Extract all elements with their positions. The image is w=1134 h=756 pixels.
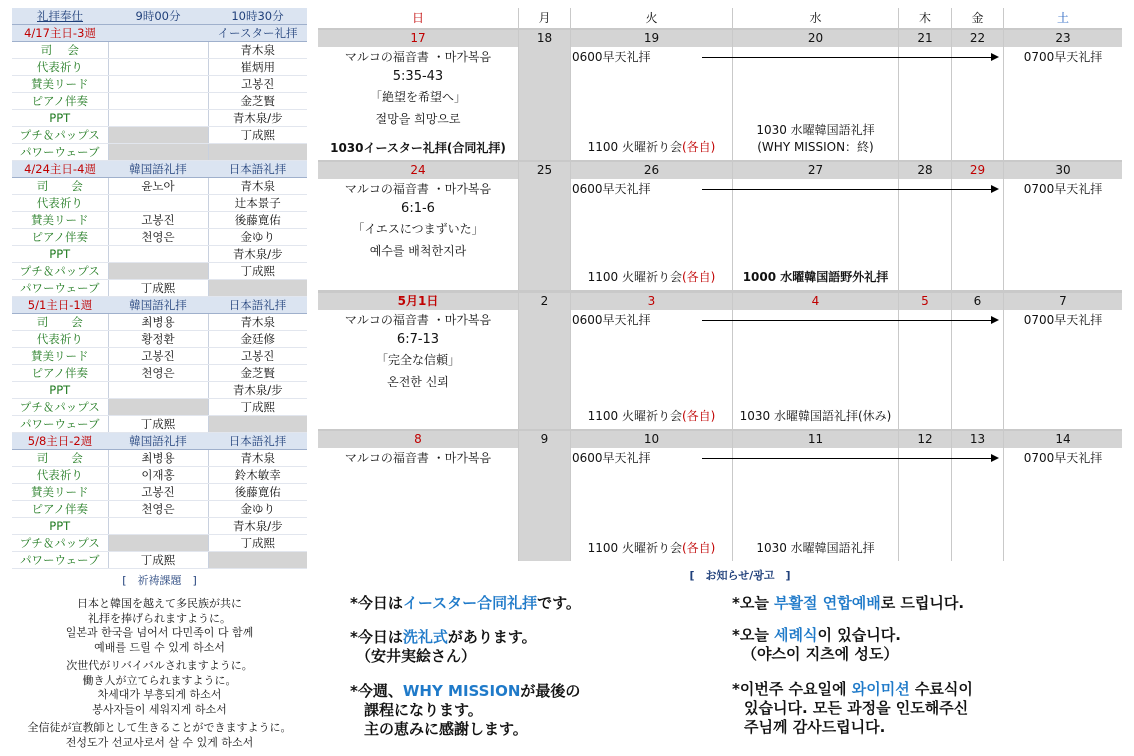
wednesday-service-note: (WHY MISSION：終) [757, 140, 874, 154]
roster-cell-col3: 後藤寛佑 [208, 212, 307, 229]
notice-kr-baptism: *오늘 세례식이 있습니다. （야스이 지츠에 성도） [732, 626, 901, 663]
prayer-line: 차세대가 부흥되게 하소서 [97, 688, 222, 701]
calendar-day-cell [899, 179, 951, 290]
roster-cell-col3: 鈴木敏幸 [208, 467, 307, 484]
roster-cell-col3: 青木泉 [208, 42, 307, 59]
roster-week-col2 [108, 25, 208, 42]
calendar-day-cell [899, 448, 951, 561]
prayer-line: 働き人が立てられますように。 [82, 673, 237, 687]
calendar-day-number: 8 [318, 431, 518, 448]
notice-jp-baptism: *今日は洗礼式があります。 （安井実絵さん） [350, 628, 537, 665]
roster-row [12, 450, 307, 467]
sunday-service-event: 1030イースター礼拝(合同礼拝) [330, 141, 506, 155]
arrow-icon [991, 454, 999, 462]
roster-role: 司 会 [12, 178, 108, 195]
roster-header-service: 礼拝奉仕 [12, 8, 108, 25]
roster-role: 賛美リード [12, 348, 108, 365]
roster-cell-col2: 고봉진 [108, 212, 208, 229]
roster-cell-col2 [108, 59, 208, 76]
calendar-week [318, 431, 1122, 561]
roster-role: ピアノ伴奏 [12, 501, 108, 518]
roster-row [12, 212, 307, 229]
calendar-day-number: 24 [318, 162, 518, 179]
roster-row [12, 331, 307, 348]
roster-header-row [12, 8, 307, 25]
prayer-line: 전성도가 선교사로서 살 수 있게 하소서 [65, 735, 254, 749]
roster-role: パワーウェーブ [12, 552, 108, 569]
roster-cell-col3: 丁成熙 [208, 535, 307, 552]
sunday-sermon-line: マルコの福音書 ・마가복음 [344, 313, 492, 327]
roster-row [12, 535, 307, 552]
calendar-day-number: 28 [899, 162, 951, 179]
sunday-sermon-line: 「完全な信頼」 [375, 353, 460, 367]
calendar-day-number: 5 [899, 293, 951, 310]
roster-role: プチ＆パップス [12, 399, 108, 416]
roster-cell-col2 [108, 246, 208, 263]
calendar-day-number: 20 [733, 30, 898, 47]
roster-week-col3: 日本語礼拝 [208, 433, 307, 450]
roster-cell-col2 [108, 127, 208, 144]
roster-row [12, 314, 307, 331]
roster-week-title: 4/24主日-4週 [12, 161, 108, 178]
roster-role: 賛美リード [12, 212, 108, 229]
roster-cell-col3: 崔炳用 [208, 59, 307, 76]
saturday-prayer-event: 0700早天礼拝 [1023, 50, 1103, 64]
calendar-day-number: 7 [1004, 293, 1122, 310]
roster-role: ピアノ伴奏 [12, 365, 108, 382]
roster-role: PPT [12, 382, 108, 399]
sunday-sermon-line: マルコの福音書 ・마가복음 [344, 182, 492, 196]
roster-cell-col3: 青木泉 [208, 450, 307, 467]
roster-cell-col2 [108, 42, 208, 59]
roster-week-header [12, 161, 307, 178]
roster-role: 賛美リード [12, 484, 108, 501]
roster-cell-col2 [108, 263, 208, 280]
sunday-sermon-line: 6:1-6 [401, 201, 435, 216]
calendar-day-header: 土 [1004, 8, 1122, 28]
calendar-day-header: 木 [899, 8, 951, 28]
roster-role: 代表祈り [12, 195, 108, 212]
roster-cell-col2: 고봉진 [108, 484, 208, 501]
saturday-prayer-event: 0700早天礼拝 [1023, 451, 1103, 465]
roster-cell-col3: 青木泉 [208, 178, 307, 195]
roster-week-title: 4/17主日-3週 [12, 25, 108, 42]
roster-role: プチ＆パップス [12, 535, 108, 552]
roster-week-col2: 韓国語礼拝 [108, 433, 208, 450]
roster-row [12, 518, 307, 535]
calendar-day-number: 5月1日 [318, 293, 518, 310]
calendar-day-number: 27 [733, 162, 898, 179]
roster-cell-col3: 青木泉 [208, 314, 307, 331]
tuesday-prayer-note: (各自) [681, 541, 716, 555]
roster-cell-col3: 金廷修 [208, 331, 307, 348]
roster-row [12, 144, 307, 161]
sunday-sermon-line: マルコの福音書 ・마가복음 [344, 451, 492, 465]
notice-jp-easter: *今日はイースター合同礼拝です。 [350, 594, 581, 612]
roster-row [12, 348, 307, 365]
sunday-sermon-line: 온전한 신뢰 [387, 375, 449, 389]
calendar-day-cell [519, 448, 570, 561]
roster-cell-col2: 천영은 [108, 501, 208, 518]
notice-section-title: [ お知らせ/광고 ] [689, 569, 791, 582]
roster-cell-col3: 고봉진 [208, 76, 307, 93]
roster-row [12, 552, 307, 569]
roster-cell-col3: 丁成熙 [208, 263, 307, 280]
roster-role: 代表祈り [12, 59, 108, 76]
roster-row [12, 195, 307, 212]
calendar-day-number: 11 [733, 431, 898, 448]
arrow-icon [991, 53, 999, 61]
calendar-day-number: 25 [519, 162, 570, 179]
roster-week-col3: イースター礼拝 [208, 25, 307, 42]
tuesday-prayer-meeting [571, 408, 732, 424]
calendar-day-cell [899, 310, 951, 429]
prayer-line: 봉사자들이 세워지게 하소서 [92, 702, 227, 716]
tuesday-prayer-note: (各自) [681, 270, 716, 284]
roster-role: パワーウェーブ [12, 280, 108, 297]
calendar-day-number: 29 [952, 162, 1003, 179]
roster-role: PPT [12, 518, 108, 535]
roster-row [12, 127, 307, 144]
tuesday-prayer-label: 1100 火曜祈り会 [587, 409, 682, 423]
wednesday-service-event: 1030 水曜韓国語礼拝(休み) [739, 409, 892, 423]
calendar-day-number: 3 [571, 293, 732, 310]
roster-cell-col2 [108, 76, 208, 93]
roster-row [12, 110, 307, 127]
roster-cell-col2 [108, 195, 208, 212]
roster-row [12, 365, 307, 382]
roster-week-col2: 韓国語礼拝 [108, 297, 208, 314]
roster-role: 司 会 [12, 42, 108, 59]
roster-role: 賛美リード [12, 76, 108, 93]
roster-cell-col3: 青木泉/步 [208, 518, 307, 535]
sunday-sermon-line: 6:7-13 [396, 332, 440, 347]
roster-cell-col3: 金芝賢 [208, 365, 307, 382]
prayer-list [12, 597, 307, 750]
calendar-day-header: 日 [318, 8, 518, 28]
roster-cell-col3 [208, 552, 307, 569]
roster-cell-col2: 丁成熙 [108, 280, 208, 297]
roster-row [12, 263, 307, 280]
roster-row [12, 280, 307, 297]
calendar-day-number: 12 [899, 431, 951, 448]
arrow-icon [991, 316, 999, 324]
roster-row [12, 76, 307, 93]
arrow-line [702, 57, 991, 58]
wednesday-service-event: 1030 水曜韓国語礼拝 [756, 541, 875, 555]
roster-cell-col3: 青木泉/步 [208, 246, 307, 263]
roster-week-header [12, 297, 307, 314]
calendar-day-number: 21 [899, 30, 951, 47]
calendar-day-header: 金 [952, 8, 1003, 28]
roster-role: PPT [12, 246, 108, 263]
roster-row [12, 416, 307, 433]
roster-row [12, 229, 307, 246]
early-prayer-event: 0600早天礼拝 [572, 182, 651, 196]
prayer-line: 日本と韓国を越えて多民族が共に [77, 597, 242, 610]
calendar-day-number: 4 [733, 293, 898, 310]
sunday-sermon-line: 「絶望を希望へ」 [369, 90, 466, 104]
tuesday-prayer-label: 1100 火曜祈り会 [587, 541, 682, 555]
roster-cell-col3: 丁成熙 [208, 399, 307, 416]
calendar-day-number: 19 [571, 30, 732, 47]
roster-week-col3: 日本語礼拝 [208, 161, 307, 178]
roster-week-title: 5/1主日-1週 [12, 297, 108, 314]
calendar-day-cell [952, 310, 1003, 429]
service-roster-table [12, 8, 307, 569]
roster-cell-col2: 최병용 [108, 314, 208, 331]
saturday-prayer-event: 0700早天礼拝 [1023, 182, 1103, 196]
roster-row [12, 382, 307, 399]
roster-cell-col3: 辻本景子 [208, 195, 307, 212]
sunday-sermon-line: 5:35-43 [392, 69, 444, 84]
roster-cell-col2: 丁成熙 [108, 552, 208, 569]
prayer-line: 예배를 드릴 수 있게 하소서 [94, 640, 225, 654]
roster-week-header [12, 25, 307, 42]
roster-header-time1: 9時00分 [108, 8, 208, 25]
roster-cell-col3: 金ゆり [208, 501, 307, 518]
roster-cell-col2: 丁成熙 [108, 416, 208, 433]
calendar-day-header: 月 [519, 8, 570, 28]
roster-cell-col2 [108, 93, 208, 110]
roster-cell-col3: 丁成熙 [208, 127, 307, 144]
arrow-line [702, 458, 991, 459]
arrow-line [702, 189, 991, 190]
roster-role: プチ＆パップス [12, 127, 108, 144]
sunday-sermon-line: マルコの福音書 ・마가복음 [344, 50, 492, 64]
tuesday-prayer-label: 1100 火曜祈り会 [587, 270, 682, 284]
notice-kr-mission: *이번주 수요일에 와이미션 수료식이 있습니다. 모든 과정을 인도해주신 주님께 감사드립니다. [732, 680, 973, 736]
early-prayer-event: 0600早天礼拝 [572, 50, 651, 64]
calendar-day-cell [519, 179, 570, 290]
roster-cell-col2 [108, 399, 208, 416]
weekly-calendar [318, 8, 1122, 561]
calendar-day-cell [519, 310, 570, 429]
roster-role: ピアノ伴奏 [12, 229, 108, 246]
early-prayer-event: 0600早天礼拝 [572, 451, 651, 465]
prayer-line: 礼拝を捧げられますように。 [88, 611, 231, 625]
roster-cell-col3: 金ゆり [208, 229, 307, 246]
roster-role: パワーウェーブ [12, 416, 108, 433]
roster-cell-col3: 金芝賢 [208, 93, 307, 110]
tuesday-prayer-label: 1100 火曜祈り会 [587, 140, 682, 154]
roster-row [12, 59, 307, 76]
notice-jp-mission: *今週、WHY MISSIONが最後の 課程になります。 主の恵みに感謝します。 [350, 682, 581, 738]
roster-cell-col3: 青木泉/步 [208, 110, 307, 127]
notice-kr-easter: *오늘 부활절 연합예배로 드립니다. [732, 594, 965, 612]
roster-row [12, 501, 307, 518]
roster-cell-col2 [108, 382, 208, 399]
calendar-week [318, 293, 1122, 429]
sunday-sermon-line: 「イエスにつまずいた」 [352, 222, 484, 236]
roster-cell-col2 [108, 518, 208, 535]
roster-role: 司 会 [12, 314, 108, 331]
calendar-day-number: 13 [952, 431, 1003, 448]
roster-cell-col3: 고봉진 [208, 348, 307, 365]
calendar-day-number: 9 [519, 431, 570, 448]
roster-cell-col2: 이재홍 [108, 467, 208, 484]
roster-role: 代表祈り [12, 331, 108, 348]
roster-row [12, 399, 307, 416]
calendar-day-number: 26 [571, 162, 732, 179]
roster-role: パワーウェーブ [12, 144, 108, 161]
tuesday-prayer-meeting [571, 540, 732, 556]
arrow-icon [991, 185, 999, 193]
roster-week-col3: 日本語礼拝 [208, 297, 307, 314]
roster-row [12, 467, 307, 484]
calendar-day-number: 6 [952, 293, 1003, 310]
roster-cell-col2: 천영은 [108, 365, 208, 382]
arrow-line [702, 320, 991, 321]
tuesday-prayer-note: (各自) [681, 140, 716, 154]
roster-cell-col2: 황정환 [108, 331, 208, 348]
roster-row [12, 246, 307, 263]
roster-cell-col2: 최병용 [108, 450, 208, 467]
prayer-line: 全信徒が宣教師として生きることができますように。 [27, 721, 292, 734]
calendar-day-number: 10 [571, 431, 732, 448]
roster-role: 司 会 [12, 450, 108, 467]
calendar-day-header: 火 [571, 8, 732, 28]
calendar-day-number: 23 [1004, 30, 1122, 47]
roster-role: プチ＆パップス [12, 263, 108, 280]
wednesday-service-event: 1030 水曜韓国語礼拝 [756, 123, 875, 137]
roster-header-time2: 10時30分 [208, 8, 307, 25]
roster-role: ピアノ伴奏 [12, 93, 108, 110]
calendar-day-number: 17 [318, 30, 518, 47]
early-prayer-event: 0600早天礼拝 [572, 313, 651, 327]
calendar-day-cell [952, 448, 1003, 561]
calendar-week [318, 162, 1122, 290]
roster-cell-col2: 천영은 [108, 229, 208, 246]
roster-cell-col3 [208, 416, 307, 433]
roster-cell-col2 [108, 144, 208, 161]
roster-cell-col3: 後藤寛佑 [208, 484, 307, 501]
roster-cell-col2 [108, 110, 208, 127]
tuesday-prayer-meeting [571, 269, 732, 285]
roster-role: PPT [12, 110, 108, 127]
calendar-day-cell [519, 47, 570, 160]
roster-week-title: 5/8主日-2週 [12, 433, 108, 450]
roster-row [12, 42, 307, 59]
tuesday-prayer-note: (各自) [681, 409, 716, 423]
calendar-day-header: 水 [733, 8, 898, 28]
saturday-prayer-event: 0700早天礼拝 [1023, 313, 1103, 327]
calendar-week [318, 30, 1122, 160]
sunday-sermon-line: 예수를 배척한지라 [369, 244, 467, 258]
calendar-day-number: 18 [519, 30, 570, 47]
wednesday-service-event: 1000 水曜韓国語野外礼拝 [742, 270, 889, 284]
roster-row [12, 178, 307, 195]
roster-cell-col3 [208, 144, 307, 161]
roster-week-header [12, 433, 307, 450]
calendar-day-number: 14 [1004, 431, 1122, 448]
sunday-sermon-line: 절망을 희망으로 [375, 112, 461, 126]
roster-week-col2: 韓国語礼拝 [108, 161, 208, 178]
roster-role: 代表祈り [12, 467, 108, 484]
calendar-day-cell [899, 47, 951, 160]
calendar-day-number: 2 [519, 293, 570, 310]
calendar-day-number: 22 [952, 30, 1003, 47]
prayer-line: 次世代がリバイバルされますように。 [66, 659, 253, 672]
calendar-day-cell [952, 179, 1003, 290]
roster-cell-col3: 青木泉/步 [208, 382, 307, 399]
calendar-day-cell [952, 47, 1003, 160]
roster-cell-col2: 고봉진 [108, 348, 208, 365]
roster-cell-col2: 윤노아 [108, 178, 208, 195]
prayer-line: 일본과 한국을 넘어서 다민족이 다 함께 [65, 626, 254, 639]
tuesday-prayer-meeting [571, 139, 732, 155]
prayer-section-title: [ 祈祷課題 ] [122, 574, 197, 587]
roster-cell-col3 [208, 280, 307, 297]
roster-row [12, 93, 307, 110]
roster-cell-col2 [108, 535, 208, 552]
calendar-day-number: 30 [1004, 162, 1122, 179]
roster-row [12, 484, 307, 501]
